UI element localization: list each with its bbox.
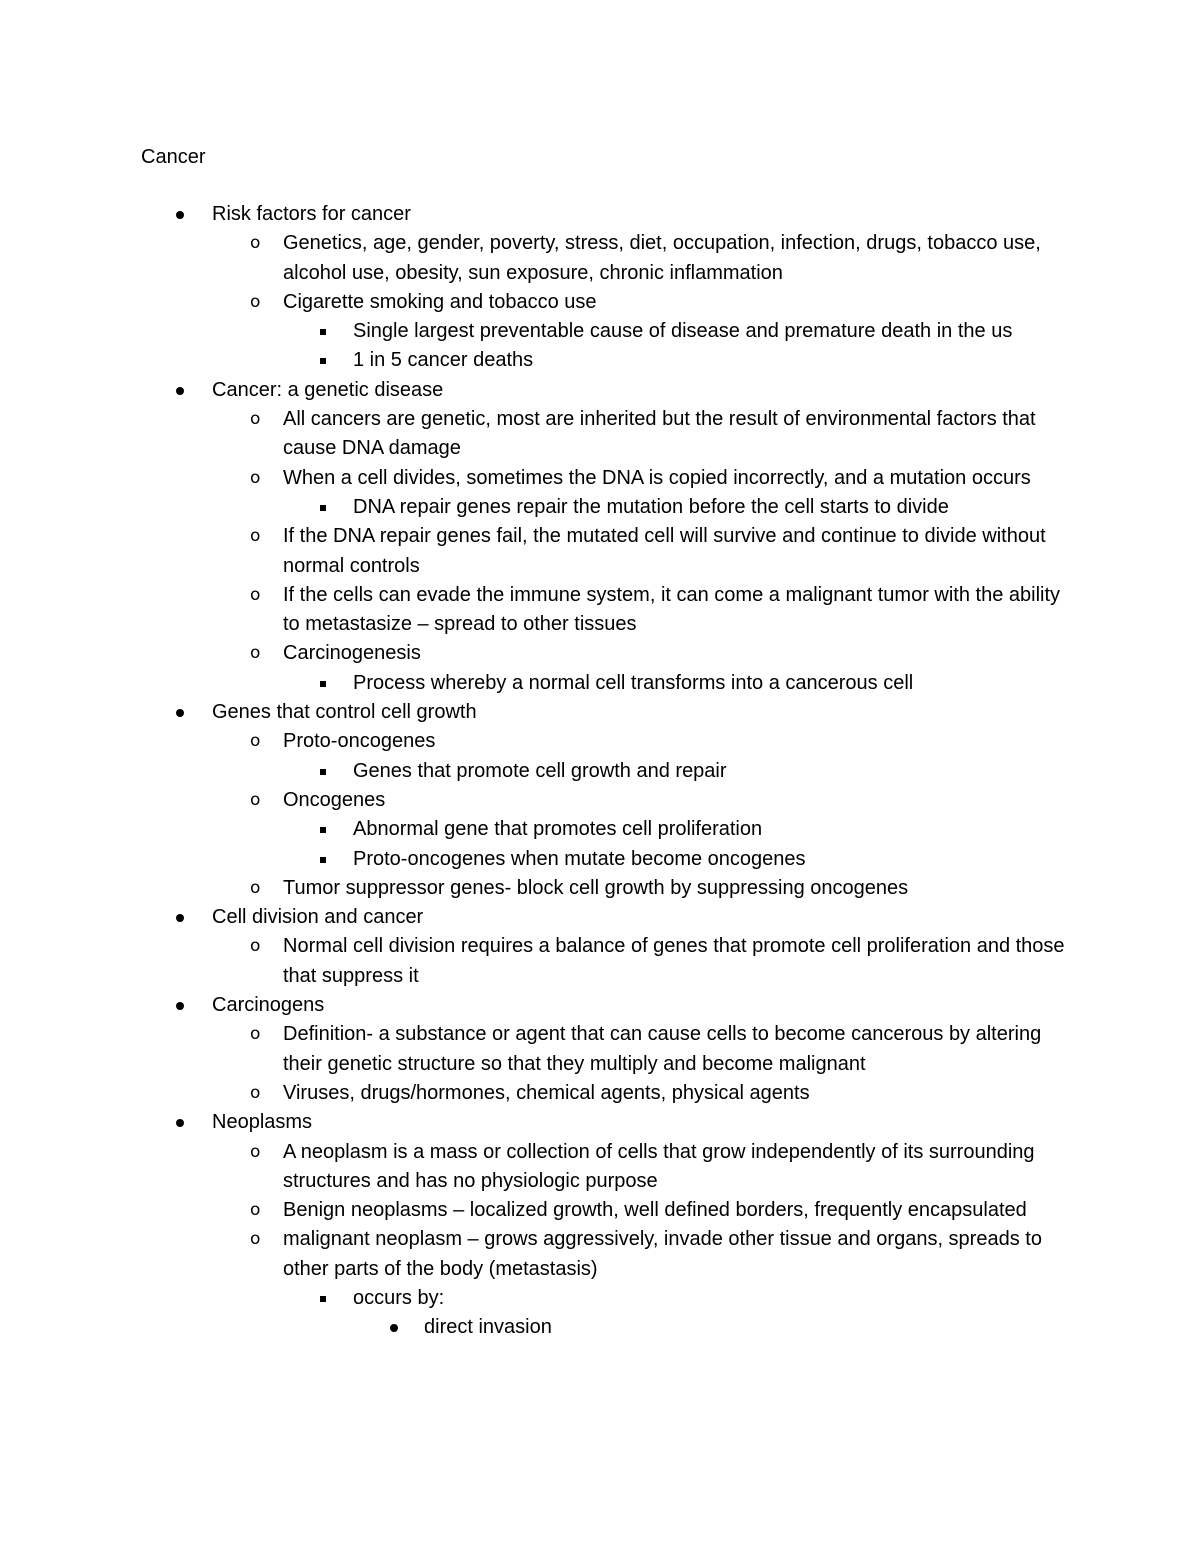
list-item	[0, 786, 1200, 815]
list-item-text: Cigarette smoking and tobacco use	[283, 290, 597, 313]
list-item	[0, 815, 1200, 844]
list-item	[0, 522, 1200, 581]
list-item	[0, 346, 1200, 375]
list-item	[0, 1284, 1200, 1313]
list-item	[0, 405, 1200, 464]
list-item-text: Oncogenes	[283, 788, 386, 811]
list-item-text: If the DNA repair genes fail, the mutated cell will survive and continue to divide without normal controls	[283, 525, 1046, 577]
list-item	[0, 1225, 1200, 1284]
list-item-text: Single largest preventable cause of disease and premature death in the us	[353, 320, 1013, 343]
list-item-text: Proto-oncogenes when mutate become oncogenes	[353, 847, 806, 870]
list-item-text: Viruses, drugs/hormones, chemical agents, physical agents	[283, 1081, 810, 1104]
list-item	[0, 200, 1200, 229]
list-item	[0, 991, 1200, 1020]
list-item-text: Normal cell division requires a balance of genes that promote cell proliferation and those that suppress it	[283, 935, 1065, 987]
list-item	[0, 493, 1200, 522]
list-item-text: If the cells can evade the immune system, it can come a malignant tumor with the ability to metastasize – spread to other tissues	[283, 583, 1061, 636]
list-item	[0, 639, 1200, 668]
list-item-text: Benign neoplasms – localized growth, well defined borders, frequently encapsulated	[283, 1199, 1027, 1222]
list-item-text: Carcinogens	[212, 994, 325, 1017]
list-item-text: Process whereby a normal cell transforms into a cancerous cell	[353, 671, 914, 694]
list-item-text: Genetics, age, gender, poverty, stress, diet, occupation, infection, drugs, tobacco use, alcohol use, obesity, sun exposure, chronic inflammation	[283, 232, 1041, 284]
list-item-text: A neoplasm is a mass or collection of cells that grow independently of its surrounding structures and has no physiologic purpose	[283, 1140, 1035, 1192]
list-item	[0, 376, 1200, 405]
list-item	[0, 464, 1200, 493]
list-item	[0, 874, 1200, 903]
list-item	[0, 1196, 1200, 1225]
list-item-text: Tumor suppressor genes- block cell growth by suppressing oncogenes	[283, 876, 909, 899]
list-item	[0, 1020, 1200, 1079]
list-item-text: DNA repair genes repair the mutation before the cell starts to divide	[353, 495, 949, 518]
list-item	[0, 698, 1200, 727]
list-item	[0, 1108, 1200, 1137]
list-item	[0, 288, 1200, 317]
list-item	[0, 1079, 1200, 1108]
list-item-text: occurs by:	[353, 1286, 445, 1309]
list-item-text: Genes that control cell growth	[212, 701, 477, 724]
list-item-text: Carcinogenesis	[283, 642, 421, 665]
list-item-text: malignant neoplasm – grows aggressively, invade other tissue and organs, spreads to other parts of the body (metastasis)	[283, 1228, 1042, 1280]
list-item-text: Abnormal gene that promotes cell proliferation	[353, 818, 763, 841]
list-item-text: Neoplasms	[212, 1111, 313, 1134]
list-item	[0, 727, 1200, 756]
list-item	[0, 229, 1200, 288]
list-item	[0, 669, 1200, 698]
list-item	[0, 317, 1200, 346]
page-title: Cancer	[141, 146, 206, 168]
list-item-text: Definition- a substance or agent that can cause cells to become cancerous by altering their genetic structure so that they multiply and become malignant	[283, 1023, 1042, 1075]
list-item	[0, 757, 1200, 786]
list-item	[0, 932, 1200, 991]
list-item	[0, 845, 1200, 874]
list-item-text: Proto-oncogenes	[283, 730, 436, 753]
list-item-text: Genes that promote cell growth and repair	[353, 759, 727, 782]
list-item-text: 1 in 5 cancer deaths	[353, 349, 534, 372]
list-item-text: Cell division and cancer	[212, 906, 424, 929]
list-item-text: All cancers are genetic, most are inherited but the result of environmental factors that cause DNA damage	[283, 408, 1036, 460]
list-item-text: Cancer: a genetic disease	[212, 378, 444, 401]
list-item-text: Risk factors for cancer	[212, 203, 411, 225]
list-item	[0, 903, 1200, 932]
list-item	[0, 1138, 1200, 1197]
list-item-text: direct invasion	[424, 1316, 552, 1339]
outline-list	[0, 200, 1200, 1343]
list-item	[0, 581, 1200, 640]
list-item	[0, 1313, 1200, 1342]
list-item-text: When a cell divides, sometimes the DNA is copied incorrectly, and a mutation occurs	[283, 466, 1031, 489]
